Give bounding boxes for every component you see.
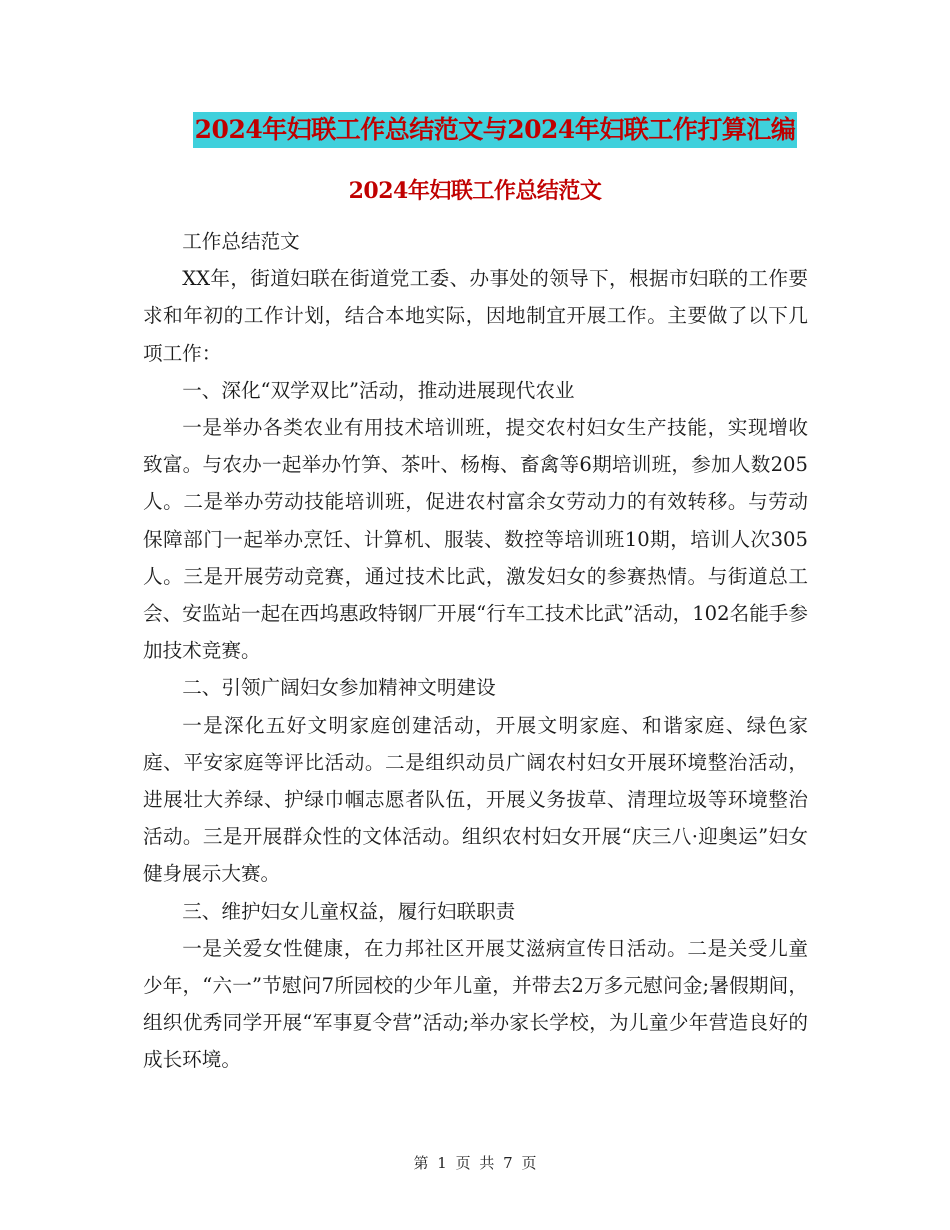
- paragraph: 一是举办各类农业有用技术培训班，提交农村妇女生产技能，实现增收致富。与农办一起举办竹笋、茶叶、杨梅、畜禽等6期培训班，参加人数205人。二是举办劳动技能培训班，促进农村富余女劳动力的有效转移。与劳动保障部门一起举办烹饪、计算机、服装、数控等培训班10期，培训人次305人。三是开展劳动竞赛，通过技术比武，激发妇女的参赛热情。与街道总工会、安监站一起在西坞惠政特钢厂开展“行车工技术比武”活动，102名能手参加技术竞赛。: [143, 416, 808, 663]
- paragraph: XX年，街道妇联在街道党工委、办事处的领导下，根据市妇联的工作要求和年初的工作计划，结合本地实际，因地制宜开展工作。主要做了以下几项工作：: [143, 267, 808, 365]
- document-title-wrapper: [0, 112, 950, 148]
- paragraph: 三、维护妇女儿童权益，履行妇联职责: [182, 899, 516, 923]
- paragraph: 一是深化五好文明家庭创建活动，开展文明家庭、和谐家庭、绿色家庭、平安家庭等评比活动。二是组织动员广阔农村妇女开展环境整治活动，进展壮大养绿、护绿巾帼志愿者队伍，开展义务拔草、清理垃圾等环境整治活动。三是开展群众性的文体活动。组织农村妇女开展“庆三八·迎奥运”妇女健身展示大赛。: [143, 713, 808, 886]
- document-title: 2024年妇联工作总结范文与2024年妇联工作打算汇编: [193, 112, 798, 148]
- section-title: 2024年妇联工作总结范文: [348, 178, 602, 204]
- paragraph: 二、引领广阔妇女参加精神文明建设: [182, 676, 496, 700]
- document-body: [143, 223, 808, 1079]
- page-footer: 第 1 页 共 7 页: [413, 1154, 537, 1172]
- paragraph: 工作总结范文: [182, 230, 300, 253]
- paragraph: 一是关爱女性健康，在力邦社区开展艾滋病宣传日活动。二是关受儿童少年，“六一”节慰问7所园校的少年儿童，并带去2万多元慰问金;暑假期间，组织优秀同学开展“军事夏令营”活动;举办家长学校，为儿童少年营造良好的成长环境。: [143, 936, 808, 1072]
- paragraph: 一、深化“双学双比”活动，推动进展现代农业: [182, 378, 575, 402]
